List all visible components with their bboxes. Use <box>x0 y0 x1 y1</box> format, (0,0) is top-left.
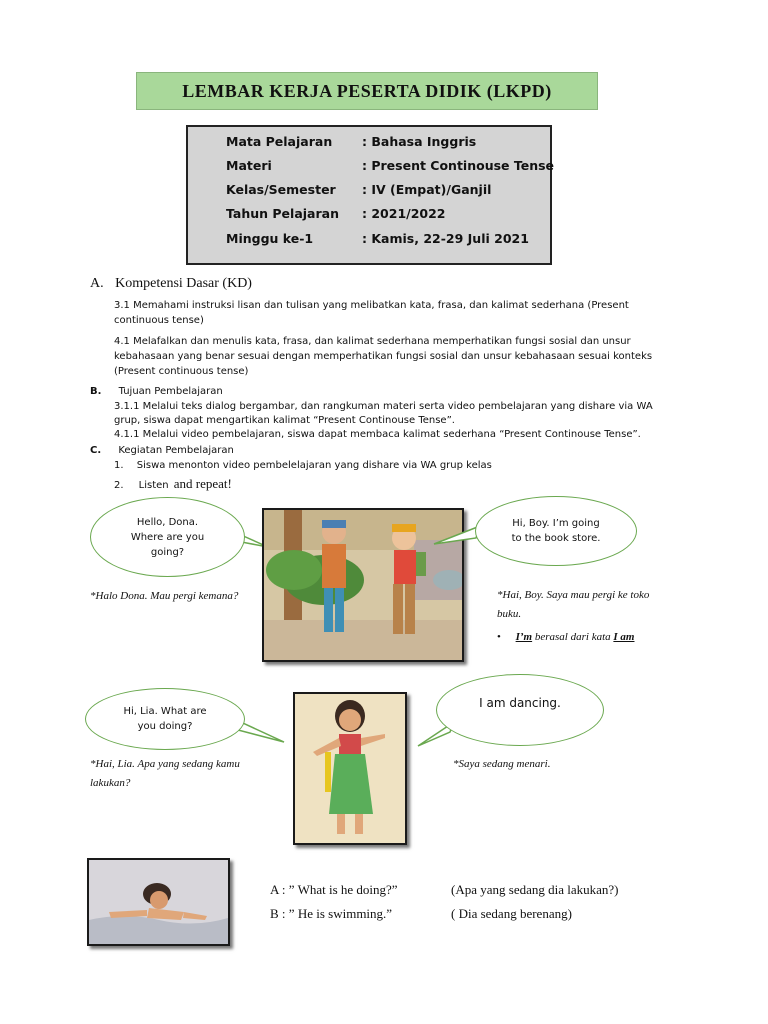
translation-answer: *Saya sedang menari. <box>453 758 551 770</box>
bubble-text: to the book store. <box>511 533 601 544</box>
section-marker: C. <box>90 445 102 456</box>
step-text: and repeat! <box>173 476 232 491</box>
section-title: Kegiatan Pembelajaran <box>118 445 234 456</box>
bubble-text: Hi, Lia. What are <box>123 706 207 717</box>
step-number: 1. <box>114 460 124 471</box>
title-banner <box>136 72 598 110</box>
speaker-label: A : <box>270 882 286 897</box>
qa-text: ” He is swimming.” <box>288 906 393 921</box>
section-title: Kompetensi Dasar (KD) <box>115 276 252 291</box>
text-line: kebahasaan yang benar sesuai dengan memperhatikan fungsi sosial dan unsur kebahasaan sesuai konteks <box>114 351 653 362</box>
translation-boy: *Halo Dona. Mau pergi kemana? <box>90 590 239 602</box>
info-label: Kelas/Semester <box>226 182 336 197</box>
learning-goals <box>114 400 653 442</box>
text-line: (Present continuous tense) <box>114 366 249 377</box>
step-text: Listen <box>138 480 169 491</box>
section-marker: A. <box>90 276 104 291</box>
info-label: Minggu ke-1 <box>226 231 314 246</box>
translation-question <box>90 755 240 793</box>
section-a-heading <box>90 276 252 292</box>
step-text: Siswa menonton video pembelelajaran yang dishare via WA grup kelas <box>136 460 492 471</box>
text-line: 3.1.1 Melalui teks dialog bergambar, dan rangkuman materi serta video pembelajaran yang dishare via WA <box>114 401 653 412</box>
text-line: buku. <box>497 608 522 620</box>
info-label: Mata Pelajaran <box>226 134 333 149</box>
translation-girl <box>497 586 649 624</box>
bubble-tail <box>432 522 482 548</box>
qa-question <box>270 882 398 898</box>
bubble-text: I am dancing. <box>479 696 561 710</box>
speech-bubble-answer <box>436 674 604 746</box>
bubble-text: Hello, Dona. <box>136 516 199 528</box>
text-line: continuous tense) <box>114 315 204 326</box>
page-title: LEMBAR KERJA PESERTA DIDIK (LKPD) <box>182 80 552 101</box>
qa-text: ” What is he doing?” <box>288 882 398 897</box>
speech-bubble-girl <box>475 496 637 566</box>
section-marker: B. <box>90 386 102 397</box>
info-value: : Present Continouse Tense <box>362 158 555 173</box>
info-value: : 2021/2022 <box>362 206 446 221</box>
text-line: *Hai, Lia. Apa yang sedang kamu <box>90 758 240 770</box>
section-b-heading <box>90 385 223 399</box>
note-contraction <box>497 628 634 647</box>
qa-answer <box>270 906 392 922</box>
qa-answer-translation: ( Dia sedang berenang) <box>451 906 572 921</box>
bubble-text: Hi, Boy. I’m going <box>512 518 600 529</box>
text-line: 3.1 Memahami instruksi lisan dan tulisan yang melibatkan kata, frasa, dan kalimat sederhana (Present <box>114 300 629 311</box>
note-text: berasal dari kata <box>534 631 611 643</box>
text-line: lakukan? <box>90 777 131 789</box>
speech-bubble-question <box>85 688 245 750</box>
info-table <box>186 125 555 265</box>
info-label: Materi <box>226 158 272 173</box>
kd-item-4-1 <box>114 334 652 379</box>
step-number: 2. <box>114 480 124 491</box>
bubble-text: you doing? <box>137 721 193 732</box>
text-line: 4.1 Melafalkan dan menulis kata, frasa, dan kalimat sederhana memperhatikan fungsi sosial dan unsur <box>114 336 631 347</box>
info-value: : Kamis, 22-29 Juli 2021 <box>362 231 529 246</box>
qa-question-translation: (Apa yang sedang dia lakukan?) <box>451 882 619 897</box>
section-c-heading <box>90 444 234 458</box>
section-title: Tujuan Pembelajaran <box>118 386 223 397</box>
activity-step-2 <box>114 473 232 493</box>
kd-item-3-1 <box>114 298 629 328</box>
text-line: *Hai, Boy. Saya mau pergi ke toko <box>497 589 650 601</box>
bubble-text: Where are you <box>130 531 205 543</box>
note-word: I’m <box>515 631 533 643</box>
note-word: I am <box>613 631 635 643</box>
speaker-label: B : <box>270 906 286 921</box>
speech-bubble-boy <box>90 497 245 577</box>
illustration-swimming-boy <box>87 858 230 946</box>
bullet: • <box>497 631 501 643</box>
info-value: : Bahasa Inggris <box>362 134 477 149</box>
info-value: : IV (Empat)/Ganjil <box>362 182 492 197</box>
text-line: 4.1.1 Melalui video pembelajaran, siswa dapat membaca kalimat sederhana “Present Continouse Tense”. <box>114 429 641 440</box>
illustration-dancing-girl <box>293 692 407 845</box>
bubble-text: going? <box>150 546 185 558</box>
text-line: grup, siswa dapat mengartikan kalimat “Present Continouse Tense”. <box>114 415 455 426</box>
activity-step-1 <box>114 459 492 473</box>
info-label: Tahun Pelajaran <box>226 206 339 221</box>
